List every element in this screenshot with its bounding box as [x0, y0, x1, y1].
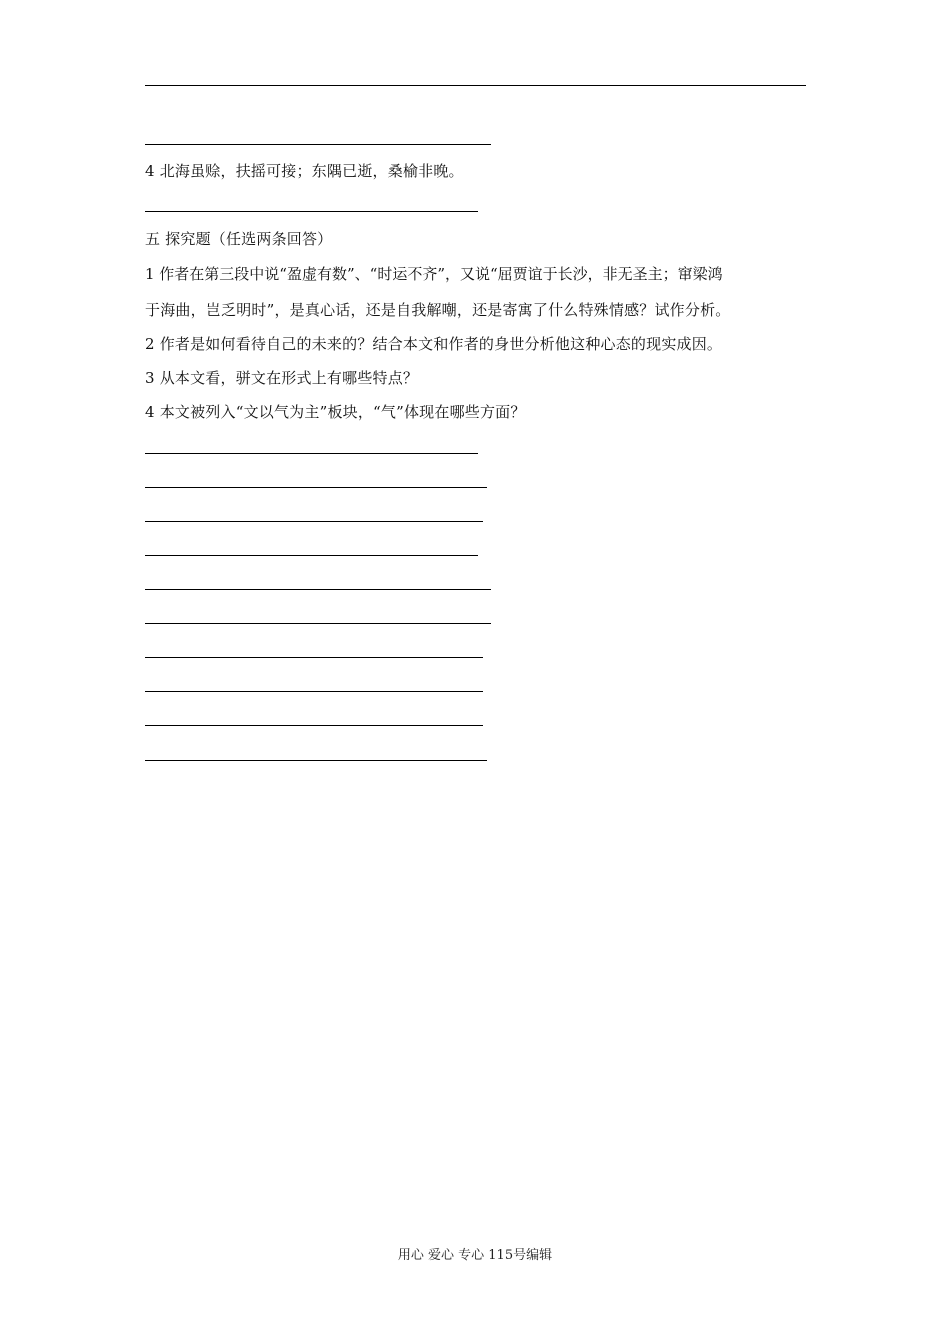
answer-line — [145, 623, 491, 624]
question-3: 3 从本文看，骈文在形式上有哪些特点？ — [145, 369, 419, 387]
answer-line — [145, 691, 483, 692]
answer-line — [145, 555, 478, 556]
section-5-heading: 五 探究题（任选两条回答） — [145, 230, 333, 248]
answer-line — [145, 760, 487, 761]
answer-line — [145, 487, 487, 488]
item-4-text: 4 北海虽赊，扶摇可接；东隅已逝，桑榆非晚。 — [145, 162, 464, 180]
question-1-line-1: 1 作者在第三段中说“盈虚有数”、“时运不齐”，又说“屈贾谊于长沙，非无圣主；窜梁鸿 — [145, 265, 723, 283]
answer-line — [145, 144, 491, 145]
answer-line — [145, 725, 483, 726]
answer-line — [145, 453, 478, 454]
answer-line — [145, 85, 806, 86]
answer-line — [145, 589, 491, 590]
page-footer: 用心 爱心 专心 115号编辑 — [397, 1248, 553, 1263]
answer-line — [145, 211, 478, 212]
question-1-line-2: 于海曲，岂乏明时”，是真心话，还是自我解嘲，还是寄寓了什么特殊情感？试作分析。 — [145, 301, 731, 319]
answer-line — [145, 521, 483, 522]
question-4: 4 本文被列入“文以气为主”板块，“气”体现在哪些方面？ — [145, 403, 526, 421]
answer-line — [145, 657, 483, 658]
question-2: 2 作者是如何看待自己的未来的？结合本文和作者的身世分析他这种心态的现实成因。 — [145, 335, 723, 353]
